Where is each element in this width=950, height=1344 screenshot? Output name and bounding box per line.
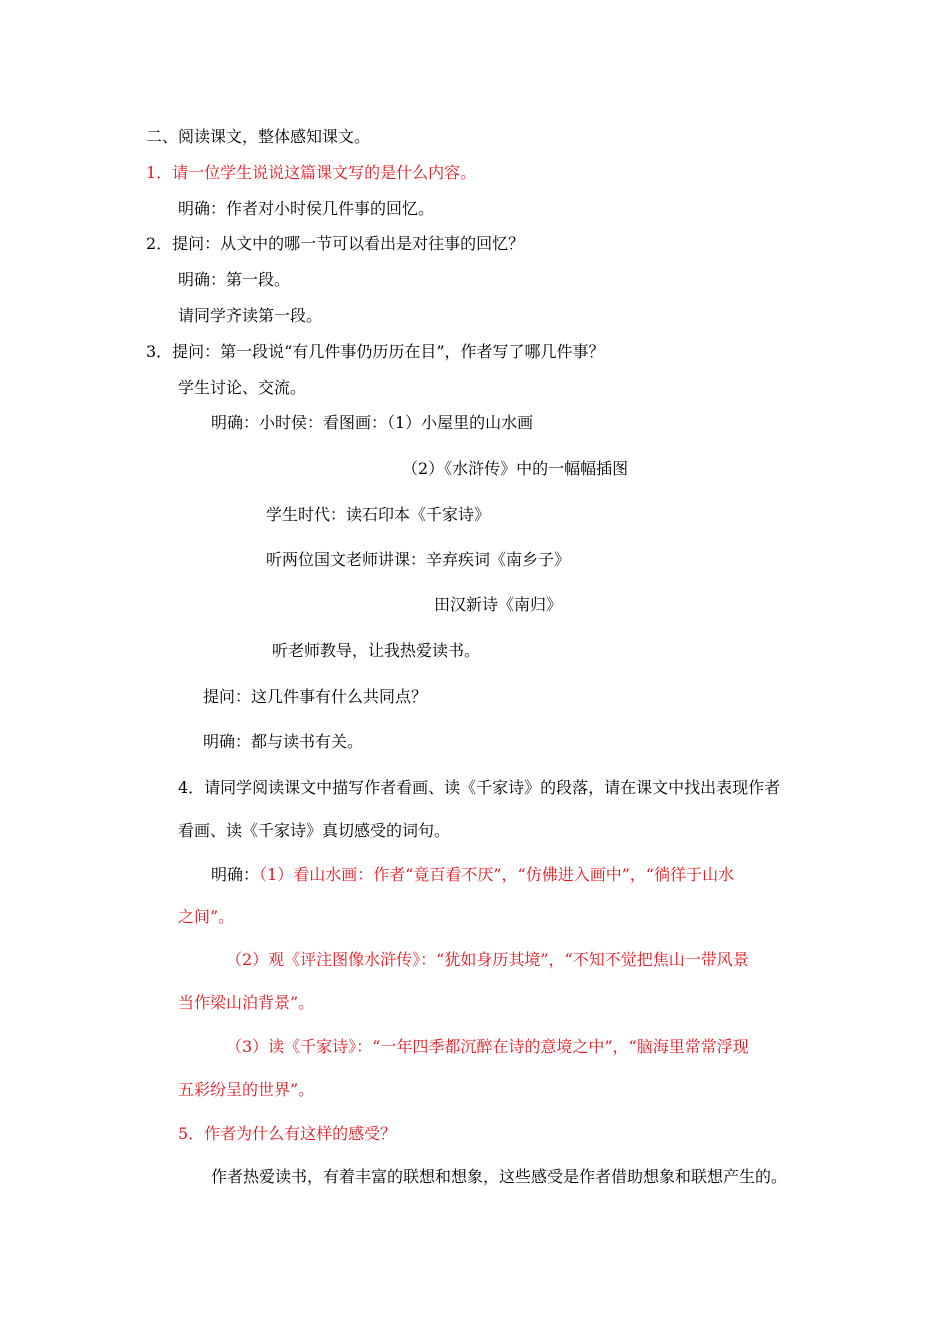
q3-answer-line6: 听老师教导，让我热爱读书。 [272,641,481,660]
q4-answer3-line2: 五彩纷呈的世界”。 [178,1080,315,1099]
q4-prompt-line1: 4．请同学阅读课文中描写作者看画、读《千家诗》的段落，请在课文中找出表现作者 [178,778,781,797]
q4-answer1-line2: 之间”。 [178,907,235,926]
q4-answer2-line1: （2）观《评注图像水浒传》：“犹如身历其境”，“不知不觉把焦山一带风景 [226,950,749,969]
q3-answer-line5: 田汉新诗《南归》 [434,595,563,614]
q2-answer: 明确：第一段。 [178,270,291,289]
q5-prompt: 5．作者为什么有这样的感受？ [178,1124,397,1143]
q3-followup-answer: 明确：都与读书有关。 [203,732,364,751]
q4-answer-row1 [211,865,734,885]
q5-answer: 作者热爱读书，有着丰富的联想和想象，这些感受是作者借助想象和联想产生的。 [211,1167,788,1186]
q1-answer: 明确：作者对小时侯几件事的回忆。 [178,199,435,218]
section-heading: 二、阅读课文，整体感知课文。 [146,127,371,146]
q2-instruction: 请同学齐读第一段。 [178,306,323,325]
q4-answer3-line1: （3）读《千家诗》：“一年四季都沉醉在诗的意境之中”，“脑海里常常浮现 [226,1037,749,1056]
q4-answer2-line2: 当作梁山泊背景”。 [178,993,315,1012]
q3-answer-line1: 明确：小时侯：看图画：（1）小屋里的山水画 [211,413,534,432]
q3-answer-line2: （2）《水浒传》中的一幅幅插图 [402,459,629,478]
q4-answer1-line1: （1）看山水画：作者“竟百看不厌”，“仿佛进入画中”，“徜徉于山水 [259,865,735,884]
q3-followup-question: 提问：这几件事有什么共同点？ [203,687,428,706]
q3-prompt: 3．提问：第一段说“有几件事仍历历在目”，作者写了哪几件事？ [146,342,605,361]
q2-prompt: 2．提问：从文中的哪一节可以看出是对往事的回忆？ [146,234,525,253]
q3-activity: 学生讨论、交流。 [178,378,307,397]
q4-prompt-line2: 看画、读《千家诗》真切感受的词句。 [178,821,451,840]
q3-answer-line4: 听两位国文老师讲课：辛弃疾词《南乡子》 [266,550,571,569]
q4-answer-label: 明确： [211,865,260,884]
q3-answer-line3: 学生时代：读石印本《千家诗》 [266,505,491,524]
q1-prompt: 1．请一位学生说说这篇课文写的是什么内容。 [146,163,477,182]
